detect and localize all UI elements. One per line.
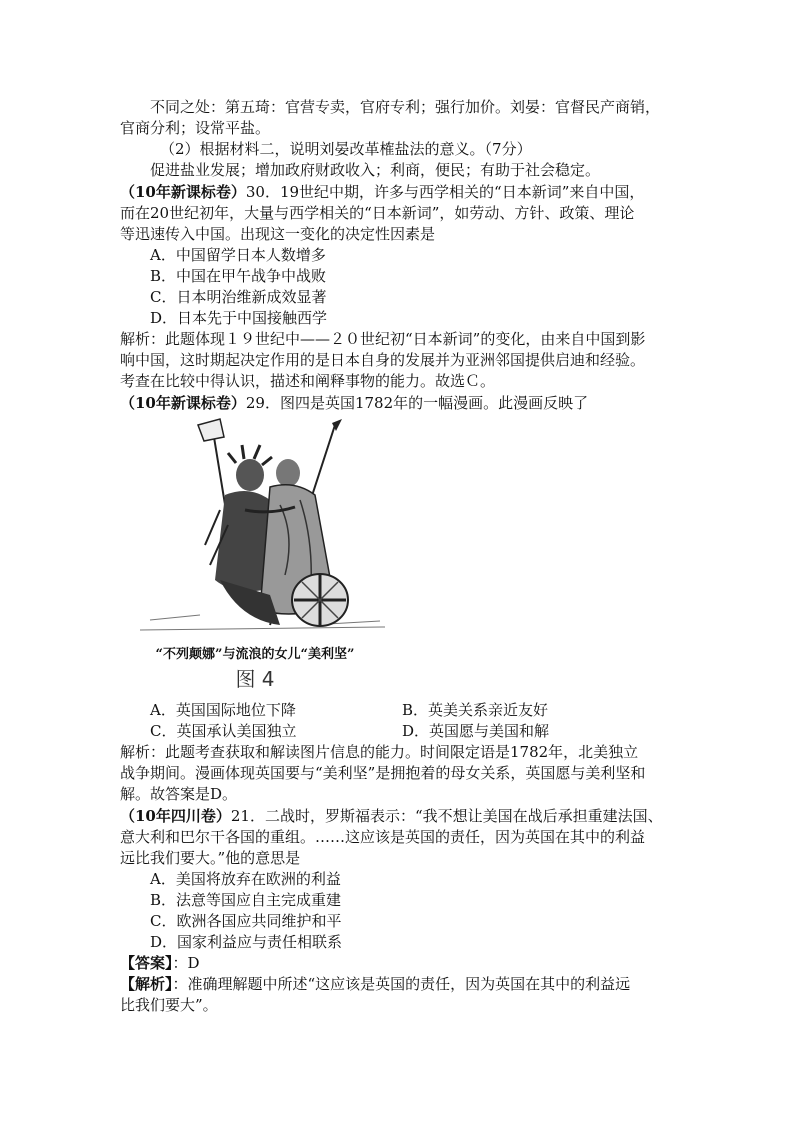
answer-value: ：D [172, 954, 200, 972]
analysis-line: 解。故答案是D。 [120, 785, 238, 803]
text-line: 不同之处：第五琦：官营专卖，官府专利；强行加价。刘晏：官督民产商销， [150, 98, 661, 116]
option-b: B．法意等国应自主完成重建 [150, 891, 342, 909]
analysis-line: 响中国，这时期起决定作用的是日本自身的发展并为亚洲邻国提供启迪和经验。 [120, 351, 646, 369]
figure-label: 图 4 [235, 667, 275, 691]
text-line: 促进盐业发展；增加政府财政收入；利商，便民；有助于社会稳定。 [150, 161, 601, 179]
question-text: 30．19世纪中期，许多与西学相关的“日本新词”来自中国， [245, 183, 645, 201]
option-a: A．中国留学日本人数增多 [150, 246, 326, 264]
analysis-line: 解析：此题体现１９世纪中——２０世纪初“日本新词”的变化，由来自中国到影 [120, 330, 646, 348]
option-c: C．日本明治维新成效显著 [150, 288, 327, 306]
option-d: D．国家利益应与责任相联系 [150, 933, 343, 951]
analysis-line: 考查在比较中得认识，描述和阐释事物的能力。故选Ｃ。 [120, 372, 496, 390]
text-line: 等迅速传入中国。出现这一变化的决定性因素是 [120, 225, 436, 243]
text-line: 意大利和巴尔干各国的重组。……这应该是英国的责任，因为英国在其中的利益 [120, 828, 646, 846]
analysis-label: 【解析】 [120, 975, 173, 993]
analysis-line: 解析：此题考查获取和解读图片信息的能力。时间限定语是1782年，北美独立 [120, 743, 639, 761]
figure-caption: “不列颠娜”与流浪的女儿“美利坚” [155, 647, 355, 662]
question-text: 29．图四是英国1782年的一幅漫画。此漫画反映了 [245, 394, 589, 412]
text-line: 而在20世纪初年，大量与西学相关的“日本新词”，如劳动、方针、政策、理论 [120, 204, 635, 222]
text-line: 远比我们要大。”他的意思是 [120, 849, 301, 867]
text-line: （2）根据材料二，说明刘晏改革榷盐法的意义。（7分） [160, 140, 532, 158]
answer-line [120, 953, 200, 974]
option-d: D．英国愿与美国和解 [402, 722, 550, 740]
analysis-line [120, 974, 630, 995]
question-29-header [120, 393, 588, 414]
cartoon-figure [120, 415, 400, 690]
option-b: B．英美关系亲近友好 [402, 701, 549, 719]
option-a: A．英国国际地位下降 [150, 701, 296, 719]
question-text: 21．二战时，罗斯福表示：“我不想让美国在战后承担重建法国、 [230, 807, 663, 825]
option-d: D．日本先于中国接触西学 [150, 309, 328, 327]
question-30-header [120, 182, 644, 203]
option-a: A．美国将放弃在欧洲的利益 [150, 870, 341, 888]
analysis-line: 战争期间。漫画体现英国要与“美利坚”是拥抱着的母女关系，英国愿与美利坚和 [120, 764, 646, 782]
question-source: （10年新课标卷） [120, 394, 246, 412]
answer-label: 【答案】 [120, 954, 173, 972]
question-source: （10年四川卷） [120, 807, 231, 825]
option-c: C．英国承认美国独立 [150, 722, 297, 740]
analysis-text: ：准确理解题中所述“这应该是英国的责任，因为英国在其中的利益远 [172, 975, 631, 993]
option-c: C．欧洲各国应共同维护和平 [150, 912, 342, 930]
option-b: B．中国在甲午战争中战败 [150, 267, 327, 285]
analysis-line: 比我们要大”。 [120, 996, 218, 1014]
text-line: 官商分利；设常平盐。 [120, 119, 271, 137]
question-source: （10年新课标卷） [120, 183, 246, 201]
question-21-header [120, 806, 663, 827]
cartoon-illustration [120, 415, 390, 640]
